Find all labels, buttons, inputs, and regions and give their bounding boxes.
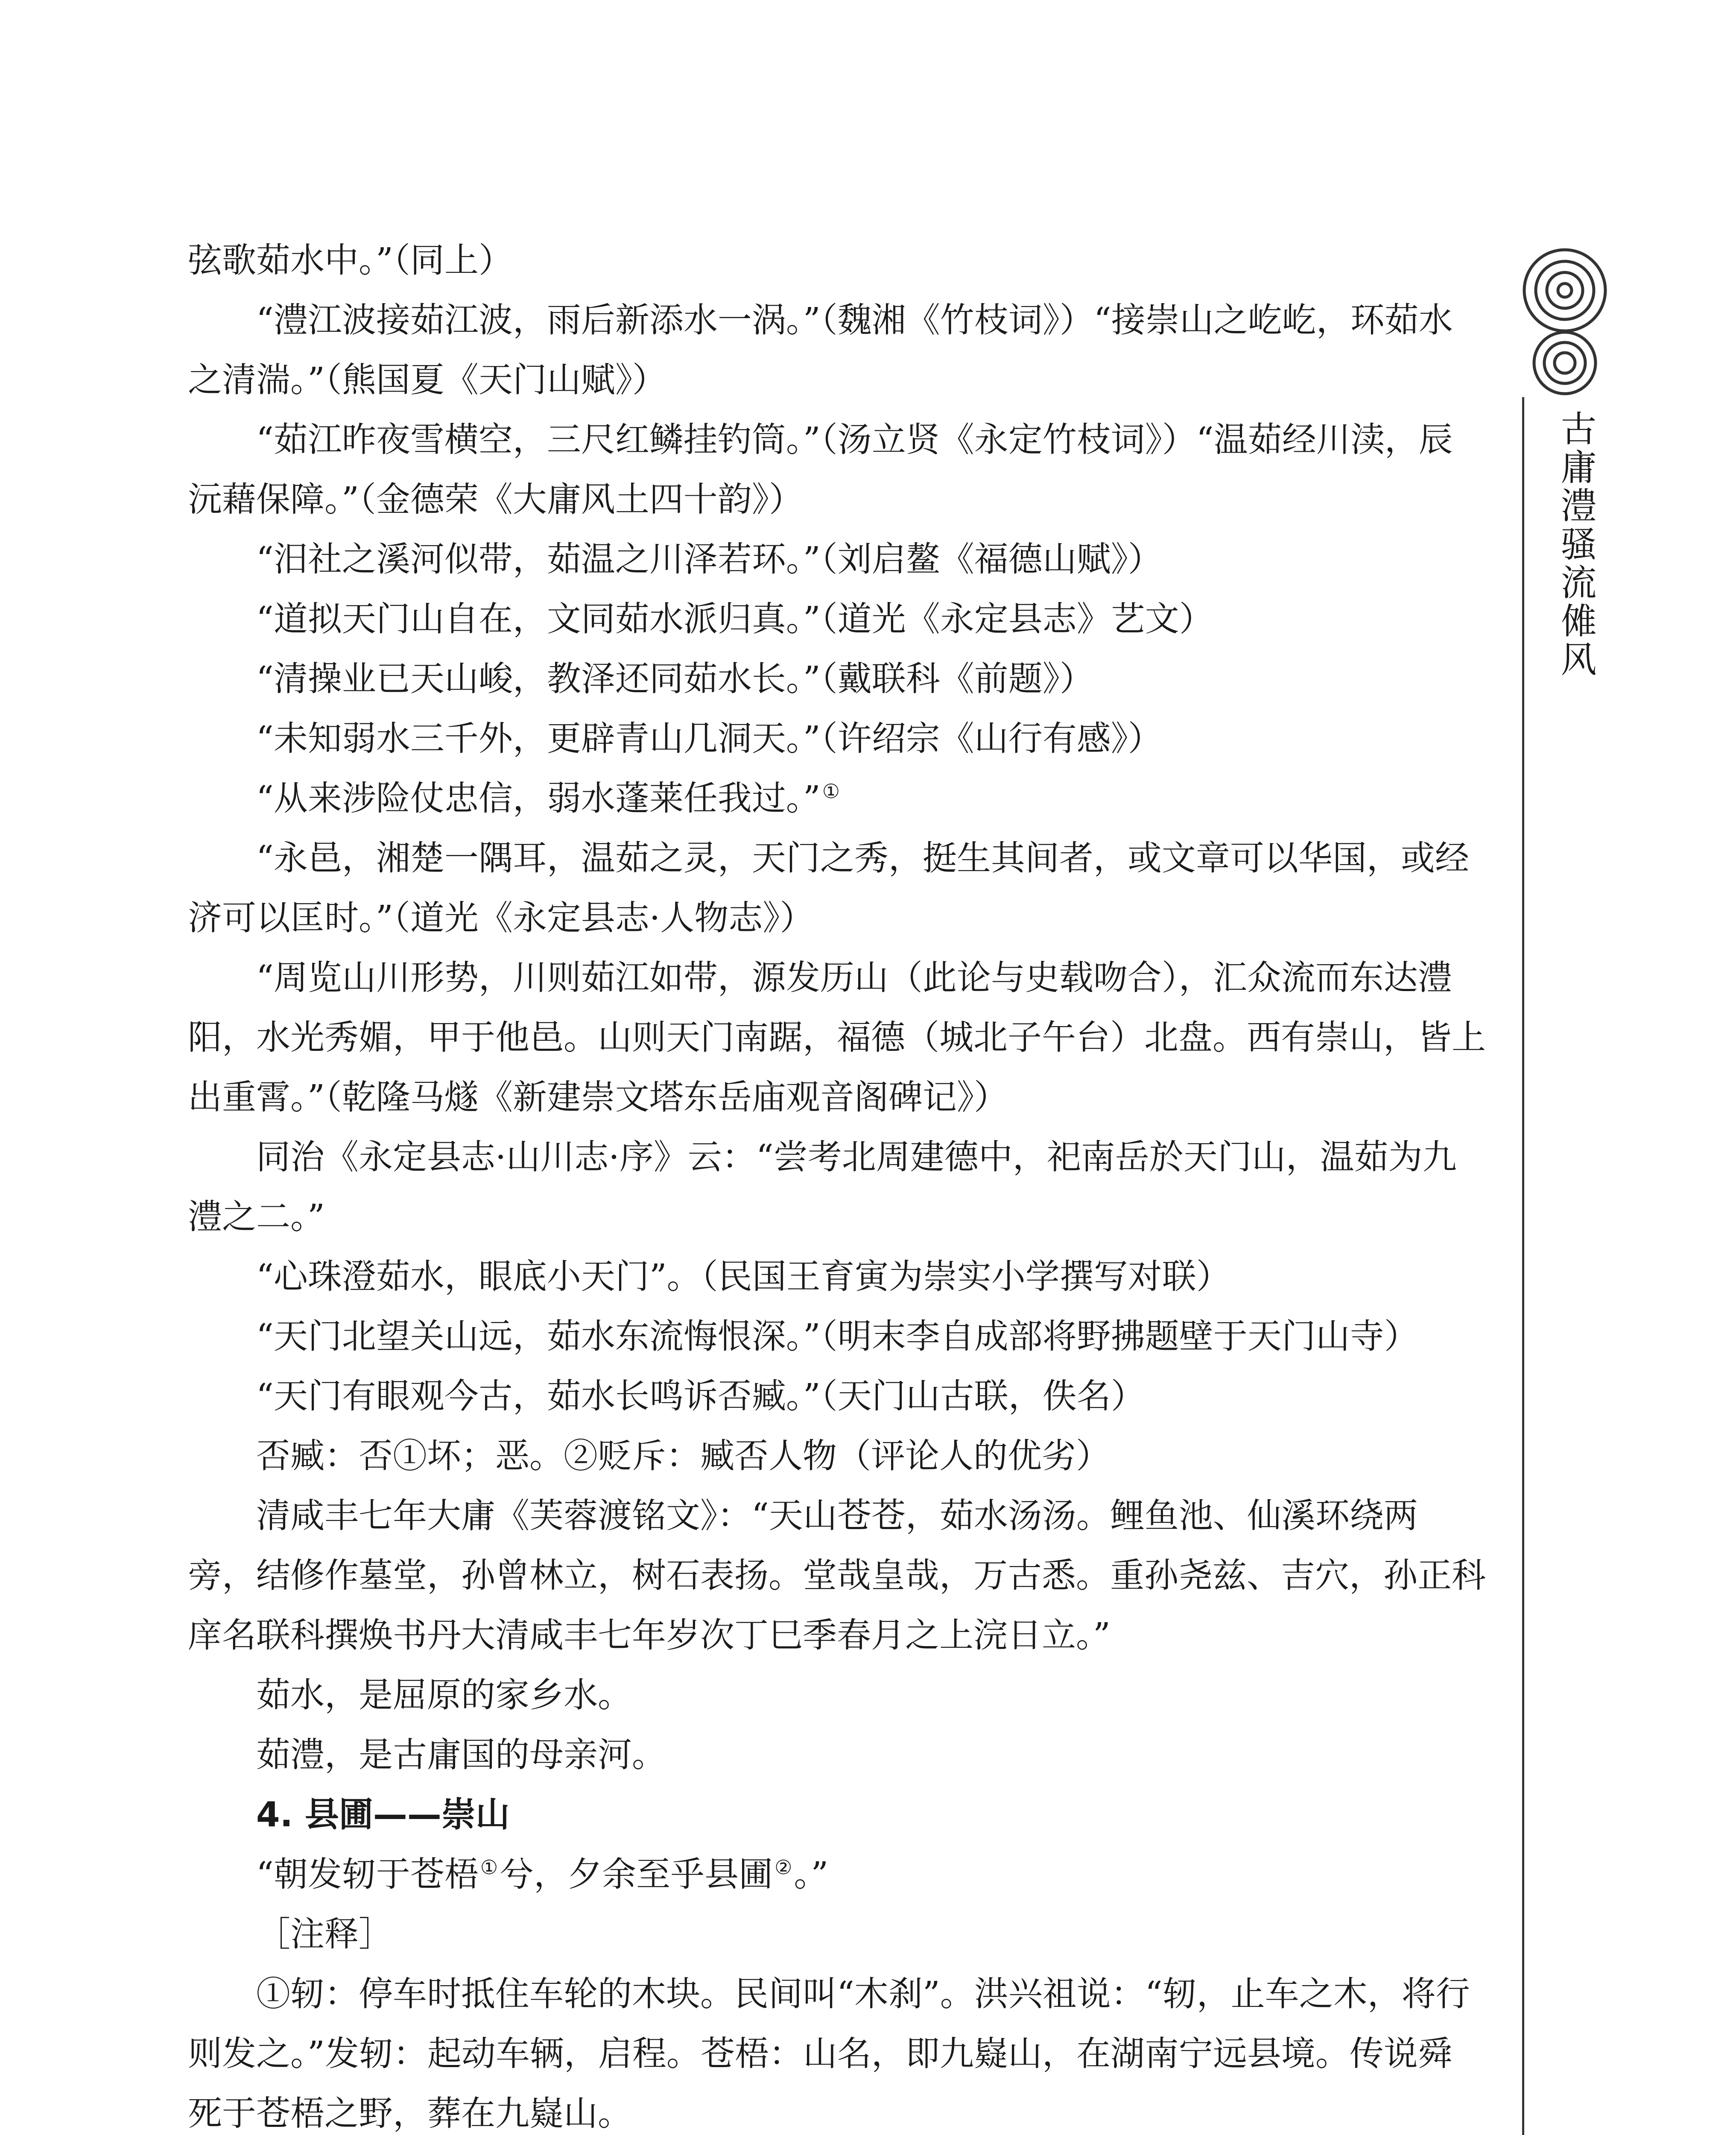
body-text	[188, 231, 1486, 2135]
footnote-ref: ①	[822, 780, 840, 803]
poem-text: “朝发轫于苍梧	[256, 1854, 479, 1894]
paragraph: 否臧：否①坏；恶。②贬斥：臧否人物（评论人的优劣）	[256, 1436, 1110, 1476]
poem-text: 兮，夕余至乎县圃	[500, 1854, 773, 1894]
poem-text: 。”	[794, 1854, 829, 1894]
annotation-paragraph: ①轫：停车时抵住车轮的木块。民间叫“木刹”。洪兴祖说：“轫，止车之木，将行则发之。”发轫：起动车辆，启程。苍梧：山名，即九嶷山，在湖南宁远县境。传说舜死于苍梧之野，葬在九嶷山。	[188, 1974, 1470, 2133]
side-divider	[1522, 397, 1524, 2135]
paragraph: 弦歌茹水中。”（同上）	[188, 240, 513, 280]
paragraph: “未知弱水三千外，更辟青山几洞天。”（许绍宗《山行有感》）	[256, 719, 1162, 758]
quote-text: “从来涉险仗忠信，弱水蓬莱任我过。”	[256, 778, 821, 818]
section-heading: 4. 县圃——崇山	[256, 1795, 510, 1834]
paragraph: “心珠澄茹水，眼底小天门”。（民国王育寅为崇实小学撰写对联）	[256, 1257, 1230, 1296]
paragraph: “汨社之溪河似带，茹温之川泽若环。”（刘启鳌《福德山赋》）	[256, 539, 1162, 579]
paragraph: “天门北望关山远，茹水东流悔恨深。”（明末李自成部将野拂题壁于天门山寺）	[256, 1316, 1418, 1356]
paragraph: “道拟天门山自在，文同茹水派归真。”（道光《永定县志》艺文）	[256, 599, 1213, 639]
note-ref: ②	[774, 1856, 792, 1879]
cloud-ornament-icon	[1518, 239, 1625, 397]
paragraph: 同治《永定县志·山川志·序》云：“尝考北周建德中，祀南岳於天门山，温茹为九澧之二。”	[188, 1137, 1457, 1237]
annotation-heading: ［注释］	[256, 1914, 393, 1954]
paragraph: “澧江波接茹江波，雨后新添水一涡。”（魏湘《竹枝词》）“接崇山之屹屹，环茹水之清湍。”（熊国夏《天门山赋》）	[188, 300, 1453, 400]
paragraph: 清咸丰七年大庸《芙蓉渡铭文》：“天山苍苍，茹水汤汤。鲤鱼池、仙溪环绕两旁，结修作墓堂，孙曾林立，树石表扬。堂哉皇哉，万古悉。重孙尧兹、吉穴，孙正科庠名联科撰焕书丹大清咸丰七年岁次丁巳季春月之上浣日立。”	[188, 1496, 1486, 1655]
paragraph: 茹澧，是古庸国的母亲河。	[256, 1735, 666, 1775]
running-header: 古庸澧骚流傩风	[1555, 410, 1597, 679]
paragraph: “清操业已天山峻，教泽还同茹水长。”（戴联科《前题》）	[256, 659, 1094, 699]
poem-line	[188, 1845, 1486, 1904]
paragraph: “茹江昨夜雪横空，三尺红鳞挂钓筒。”（汤立贤《永定竹枝词》）“温茹经川渎，辰沅藉保障。”（金德荣《大庸风土四十韵》）	[188, 420, 1453, 519]
paragraph: “周览山川形势，川则茹江如带，源发历山（此论与史载吻合），汇众流而东达澧阳，水光秀媚，甲于他邑。山则天门南踞，福德（城北子午台）北盘。西有崇山，皆上出重霄。”（乾隆马燧《新建崇文塔东岳庙观音阁碑记》）	[188, 958, 1486, 1117]
paragraph: 茹水，是屈原的家乡水。	[256, 1675, 632, 1715]
paragraph: “天门有眼观今古，茹水长鸣诉否臧。”（天门山古联，佚名）	[256, 1376, 1145, 1416]
paragraph: “永邑，湘楚一隅耳，温茹之灵，天门之秀，挺生其间者，或文章可以华国，或经济可以匡时。”（道光《永定县志·人物志》）	[188, 838, 1469, 938]
paragraph-with-footnote	[188, 769, 1486, 828]
note-ref: ①	[480, 1856, 498, 1879]
